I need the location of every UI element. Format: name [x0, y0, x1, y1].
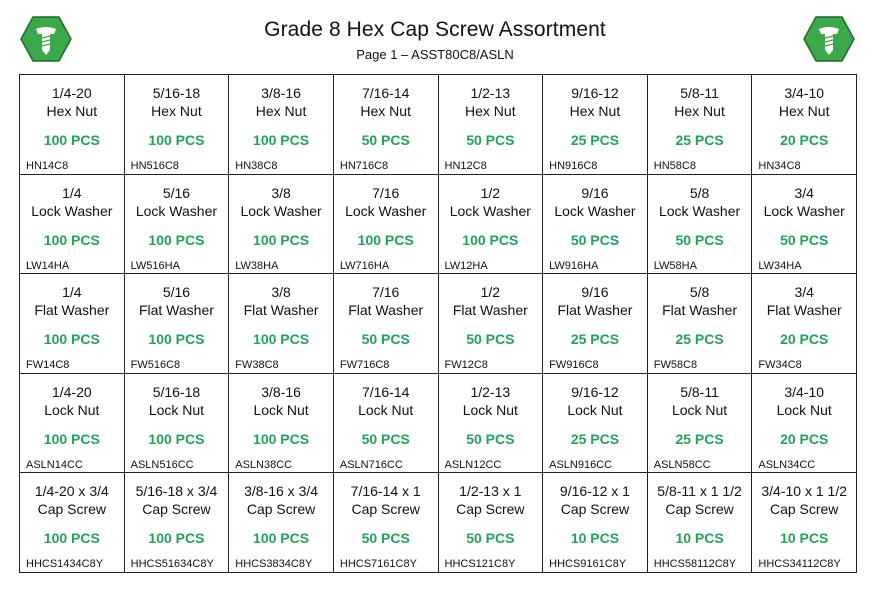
cell-type-label: Flat Washer — [243, 302, 319, 319]
cell-type-label: Lock Nut — [358, 401, 414, 418]
grid-cell — [439, 473, 544, 573]
cell-quantity: 10 PCS — [675, 530, 724, 547]
cell-size-label: 9/16 — [581, 184, 609, 201]
cell-quantity: 50 PCS — [466, 132, 515, 148]
cell-quantity: 20 PCS — [780, 132, 829, 148]
cell-type-label: Lock Nut — [253, 401, 309, 418]
cell-size-label: 3/4 — [794, 284, 814, 301]
cell-quantity: 100 PCS — [253, 430, 310, 447]
cell-quantity: 10 PCS — [780, 530, 829, 547]
cell-sku: HHCS1434C8Y — [26, 558, 104, 571]
cell-sku: FW14C8 — [26, 359, 70, 372]
cell-quantity: 100 PCS — [148, 430, 205, 447]
cell-sku: FW916C8 — [549, 359, 599, 372]
grid-cell — [20, 175, 125, 275]
cell-quantity: 100 PCS — [253, 331, 310, 348]
cell-type-label: Hex Nut — [569, 103, 621, 119]
grid-cell — [229, 175, 334, 275]
page-title: Grade 8 Hex Cap Screw Assortment — [264, 18, 606, 41]
cell-size-label: 1/4 — [62, 184, 82, 201]
grid-cell — [334, 274, 439, 374]
cell-size-label: 1/4-20 — [51, 383, 92, 400]
cell-type-label: Lock Washer — [658, 202, 741, 219]
grid-cell — [543, 75, 648, 175]
cell-quantity: 100 PCS — [148, 132, 205, 148]
cell-sku: FW38C8 — [235, 359, 279, 372]
cell-quantity: 50 PCS — [466, 331, 515, 348]
cell-size-label: 7/16 — [372, 284, 400, 301]
cell-size-label: 3/4-10 x 1 1/2 — [761, 483, 847, 500]
cell-sku: HHCS7161C8Y — [339, 558, 417, 571]
cell-sku: ASLN716CC — [339, 458, 403, 471]
cell-quantity: 100 PCS — [357, 231, 414, 248]
grid-cell — [20, 473, 125, 573]
cell-sku: HN12C8 — [444, 160, 487, 172]
cell-quantity: 100 PCS — [148, 231, 205, 248]
cell-size-label: 1/2 — [480, 284, 501, 301]
cell-sku: LW716HA — [339, 259, 390, 272]
grid-cell — [648, 374, 753, 474]
cell-type-label: Flat Washer — [557, 302, 633, 319]
grid-cell — [543, 175, 648, 275]
cell-size-label: 9/16-12 x 1 — [559, 483, 630, 500]
cell-size-label: 1/4-20 x 3/4 — [34, 483, 109, 500]
grid-cell — [752, 175, 857, 275]
cell-size-label: 1/2 — [480, 184, 501, 201]
grid-cell — [543, 473, 648, 573]
cell-type-label: Hex Nut — [778, 103, 830, 119]
cell-size-label: 3/4-10 — [784, 383, 825, 400]
cell-type-label: Flat Washer — [766, 302, 842, 319]
cell-quantity: 100 PCS — [43, 231, 100, 248]
cell-sku: HHCS3834C8Y — [235, 558, 313, 571]
cell-quantity: 100 PCS — [43, 430, 100, 447]
cell-type-label: Lock Washer — [763, 202, 845, 219]
cell-size-label: 3/8-16 x 3/4 — [244, 483, 319, 500]
grid-cell — [334, 374, 439, 474]
cell-size-label: 3/8 — [271, 284, 291, 301]
cell-quantity: 100 PCS — [253, 231, 310, 248]
grid-cell — [125, 374, 230, 474]
cell-type-label: Hex Nut — [46, 103, 98, 119]
cell-size-label: 9/16-12 — [571, 383, 619, 400]
cell-quantity: 20 PCS — [780, 331, 829, 348]
cell-sku: ASLN516CC — [130, 458, 194, 471]
cell-type-label: Lock Nut — [567, 401, 623, 418]
cell-quantity: 50 PCS — [466, 530, 515, 547]
cell-quantity: 100 PCS — [43, 331, 100, 348]
cell-sku: FW516C8 — [130, 359, 181, 372]
cell-sku: HN58C8 — [653, 160, 696, 172]
cell-sku: LW916HA — [549, 259, 599, 272]
cell-quantity: 50 PCS — [361, 331, 410, 348]
cell-type-label: Flat Washer — [34, 302, 110, 319]
cell-quantity: 25 PCS — [675, 132, 724, 148]
cell-sku: HHCS9161C8Y — [549, 558, 627, 571]
cell-size-label: 3/8-16 — [261, 85, 301, 101]
cell-size-label: 5/16-18 — [152, 85, 201, 101]
grid-cell — [752, 75, 857, 175]
cell-size-label: 5/16 — [162, 184, 191, 201]
cell-type-label: Cap Screw — [560, 501, 630, 518]
grid-cell — [648, 274, 753, 374]
cell-type-label: Cap Screw — [142, 501, 211, 518]
cell-size-label: 5/8-11 — [680, 85, 719, 101]
page-subtitle: Page 1 – ASST80C8/ASLN — [356, 47, 514, 62]
cell-sku: LW12HA — [444, 259, 488, 272]
cell-type-label: Hex Nut — [255, 103, 307, 119]
cell-size-label: 5/8 — [689, 284, 710, 301]
cell-sku: FW716C8 — [339, 359, 390, 372]
cell-type-label: Lock Washer — [135, 202, 218, 219]
cell-sku: LW34HA — [758, 259, 802, 272]
cell-type-label: Lock Nut — [671, 401, 728, 418]
grid-cell — [229, 274, 334, 374]
cell-size-label: 5/8-11 x 1 1/2 — [657, 483, 742, 500]
cell-size-label: 3/8 — [271, 184, 291, 201]
cell-type-label: Lock Nut — [44, 401, 100, 418]
cell-sku: HN34C8 — [758, 160, 801, 172]
cell-type-label: Lock Washer — [31, 202, 113, 219]
cell-size-label: 9/16 — [581, 284, 609, 301]
cell-size-label: 5/16 — [162, 284, 191, 301]
assortment-grid — [19, 74, 857, 573]
grid-cell — [20, 374, 125, 474]
cell-sku: LW516HA — [130, 259, 180, 272]
grid-cell — [20, 274, 125, 374]
cell-size-label: 3/4 — [794, 184, 814, 201]
cell-sku: HHCS51634C8Y — [130, 558, 214, 571]
cell-sku: HN516C8 — [130, 160, 179, 172]
cell-size-label: 7/16-14 — [361, 85, 410, 101]
grid-cell — [752, 473, 857, 573]
cell-sku: HN14C8 — [26, 160, 69, 172]
cell-sku: HHCS34112C8Y — [758, 558, 841, 571]
cell-type-label: Lock Nut — [462, 401, 518, 418]
grid-cell — [334, 175, 439, 275]
cell-quantity: 100 PCS — [253, 530, 310, 547]
cell-type-label: Flat Washer — [348, 302, 424, 319]
cell-size-label: 1/2-13 x 1 — [459, 483, 522, 500]
cell-quantity: 25 PCS — [570, 132, 620, 148]
cell-type-label: Cap Screw — [665, 501, 734, 518]
grid-cell — [20, 75, 125, 175]
cell-quantity: 50 PCS — [466, 430, 515, 447]
grid-cell — [229, 75, 334, 175]
cell-quantity: 25 PCS — [675, 331, 724, 348]
cell-size-label: 1/4 — [62, 284, 82, 301]
cell-type-label: Lock Washer — [449, 202, 531, 219]
cell-sku: FW34C8 — [758, 359, 802, 372]
cell-size-label: 5/8-11 — [680, 383, 719, 400]
cell-quantity: 100 PCS — [43, 132, 100, 148]
grid-cell — [229, 374, 334, 474]
grid-cell — [543, 274, 648, 374]
cell-sku: ASLN12CC — [444, 458, 502, 471]
cell-quantity: 50 PCS — [361, 132, 410, 148]
grid-cell — [439, 175, 544, 275]
cell-type-label: Hex Nut — [674, 103, 725, 119]
cell-size-label: 9/16-12 — [571, 85, 619, 101]
grid-cell — [752, 374, 857, 474]
grid-cell — [125, 75, 230, 175]
cell-quantity: 50 PCS — [570, 231, 620, 248]
grid-cell — [334, 75, 439, 175]
grid-cell — [752, 274, 857, 374]
cell-quantity: 50 PCS — [780, 231, 829, 248]
cell-quantity: 100 PCS — [253, 132, 310, 148]
cell-type-label: Flat Washer — [662, 302, 738, 319]
cell-quantity: 100 PCS — [148, 530, 205, 547]
cell-sku: LW58HA — [653, 259, 697, 272]
cell-size-label: 1/4-20 — [51, 85, 92, 101]
cell-size-label: 5/16-18 x 3/4 — [135, 483, 218, 500]
cell-sku: ASLN14CC — [26, 458, 83, 471]
cell-quantity: 50 PCS — [675, 231, 724, 248]
cell-quantity: 100 PCS — [462, 231, 519, 248]
cell-sku: HHCS58112C8Y — [653, 558, 737, 571]
cell-quantity: 10 PCS — [570, 530, 620, 547]
cell-type-label: Hex Nut — [465, 103, 516, 119]
cell-type-label: Cap Screw — [769, 501, 839, 518]
cell-quantity: 50 PCS — [361, 530, 410, 547]
cell-sku: FW12C8 — [444, 359, 488, 372]
cell-type-label: Lock Washer — [240, 202, 322, 219]
grid-cell — [229, 473, 334, 573]
grid-cell — [648, 175, 753, 275]
cell-sku: FW58C8 — [653, 359, 698, 372]
grid-cell — [648, 75, 753, 175]
cell-quantity: 20 PCS — [780, 430, 829, 447]
cell-sku: HHCS121C8Y — [444, 558, 516, 571]
cell-sku: ASLN38CC — [235, 458, 293, 471]
cell-size-label: 3/8-16 — [261, 383, 301, 400]
cell-sku: HN916C8 — [549, 160, 598, 172]
grid-cell — [439, 374, 544, 474]
cell-quantity: 50 PCS — [361, 430, 410, 447]
cell-sku: HN38C8 — [235, 160, 278, 172]
cell-type-label: Cap Screw — [37, 501, 107, 518]
cell-sku: ASLN34CC — [758, 458, 816, 471]
cell-type-label: Cap Screw — [246, 501, 316, 518]
cell-quantity: 100 PCS — [43, 530, 100, 547]
grid-cell — [648, 473, 753, 573]
grid-cell — [125, 175, 230, 275]
cell-sku: HN716C8 — [339, 160, 389, 172]
cell-type-label: Hex Nut — [360, 103, 411, 119]
cell-size-label: 5/16-18 — [152, 383, 201, 400]
cell-size-label: 1/2-13 — [470, 383, 511, 400]
grid-cell — [439, 274, 544, 374]
grid-cell — [125, 473, 230, 573]
cell-size-label: 7/16-14 x 1 — [350, 483, 421, 500]
cell-type-label: Cap Screw — [351, 501, 420, 518]
cell-quantity: 100 PCS — [148, 331, 205, 348]
grid-cell — [334, 473, 439, 573]
cell-type-label: Lock Nut — [776, 401, 832, 418]
cell-type-label: Flat Washer — [452, 302, 528, 319]
cell-size-label: 5/8 — [689, 184, 710, 201]
cell-type-label: Cap Screw — [456, 501, 525, 518]
cell-size-label: 7/16-14 — [361, 383, 410, 400]
cell-sku: LW14HA — [26, 259, 70, 272]
grid-cell — [543, 374, 648, 474]
cell-type-label: Hex Nut — [151, 103, 202, 119]
grid-cell — [439, 75, 544, 175]
cell-quantity: 25 PCS — [570, 331, 620, 348]
cell-size-label: 1/2-13 — [470, 85, 511, 101]
cell-type-label: Lock Nut — [148, 401, 205, 418]
cell-quantity: 25 PCS — [675, 430, 724, 447]
cell-sku: ASLN58CC — [653, 458, 711, 471]
grid-cell — [125, 274, 230, 374]
cell-sku: LW38HA — [235, 259, 279, 272]
cell-sku: ASLN916CC — [549, 458, 613, 471]
cell-type-label: Lock Washer — [345, 202, 427, 219]
cell-size-label: 7/16 — [372, 184, 400, 201]
cell-type-label: Lock Washer — [554, 202, 636, 219]
cell-size-label: 3/4-10 — [784, 85, 825, 101]
cell-quantity: 25 PCS — [570, 430, 620, 447]
cell-type-label: Flat Washer — [138, 302, 214, 319]
